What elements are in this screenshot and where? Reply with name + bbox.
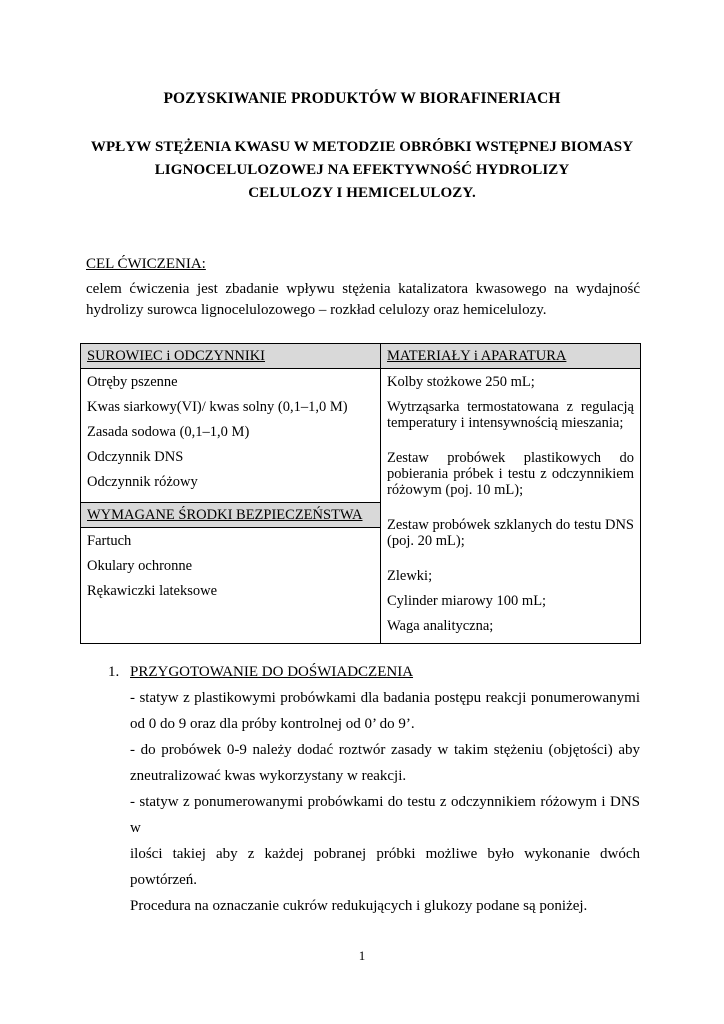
section-paragraph-1: [130, 685, 640, 737]
paragraph-line: zneutralizować kwas wykorzystany w reakcji.: [130, 768, 407, 784]
reagent-item: Otręby pszenne: [87, 374, 178, 390]
goal-text-line-2: hydrolizy surowca lignocelulozowego – rozkład celulozy oraz hemicelulozy.: [86, 302, 547, 318]
safety-item: Rękawiczki lateksowe: [87, 583, 218, 600]
goal-heading: CEL ĆWICZENIA:: [86, 256, 206, 272]
materials-table: [80, 343, 641, 644]
material-item: Waga analityczna;: [387, 618, 494, 634]
reagent-item: Kwas siarkowy(VI)/ kwas solny (0,1–1,0 M): [87, 399, 348, 415]
paragraph-line: - do probówek 0-9 należy dodać roztwór zasady w takim stężeniu (objętości) aby: [130, 742, 640, 758]
safety-cell: [81, 528, 381, 644]
paragraph-line: od 0 do 9 oraz dla próby kontrolnej od 0’ do 9’.: [130, 716, 415, 732]
material-item: Cylinder miarowy 100 mL;: [387, 593, 547, 609]
reagents-cell: [81, 369, 381, 503]
subtitle-line-1: WPŁYW STĘŻENIA KWASU W METODZIE OBRÓBKI WSTĘPNEJ BIOMASY: [90, 139, 634, 155]
material-item: Kolby stożkowe 250 mL;: [387, 374, 535, 390]
material-item: Zlewki;: [387, 568, 433, 584]
section-number: 1.: [108, 664, 120, 680]
subtitle-line-3: CELULOZY I HEMICELULOZY.: [248, 185, 476, 201]
paragraph-line: Procedura na oznaczanie cukrów redukujących i glukozy podane są poniżej.: [130, 898, 588, 914]
material-item: Zestaw probówek szklanych do testu DNS (poj. 20 mL);: [387, 517, 634, 549]
paragraph-line: - statyw z plastikowymi probówkami dla badania postępu reakcji ponumerowanymi: [130, 690, 640, 706]
paragraph-line: - statyw z ponumerowanymi probówkami do testu z odczynnikiem różowym i DNS w: [130, 794, 640, 836]
goal-text-line-1: celem ćwiczenia jest zbadanie wpływu stężenia katalizatora kwasowego na wydajność: [86, 281, 640, 297]
paragraph-line: ilości takiej aby z każdej pobranej próbki możliwe było wykonanie dwóch powtórzeń.: [130, 846, 640, 888]
safety-header: WYMAGANE ŚRODKI BEZPIECZEŃSTWA: [81, 502, 381, 528]
subtitle-line-2: LIGNOCELULOZOWEJ NA EFEKTYWNOŚĆ HYDROLIZY: [154, 162, 570, 178]
section-heading: PRZYGOTOWANIE DO DOŚWIADCZENIA: [130, 664, 414, 680]
materials-cell: [381, 369, 641, 644]
reagent-item: Odczynnik DNS: [87, 449, 184, 465]
goal-text: [86, 279, 640, 321]
reagents-header: SUROWIEC i ODCZYNNIKI: [81, 344, 381, 369]
reagent-item: Zasada sodowa (0,1–1,0 M): [87, 424, 250, 440]
reagent-item: Odczynnik różowy: [87, 474, 198, 490]
materials-header: MATERIAŁY i APARATURA: [381, 344, 641, 369]
safety-item: Okulary ochronne: [87, 558, 193, 575]
document-title: POZYSKIWANIE PRODUKTÓW W BIORAFINERIACH: [163, 90, 561, 107]
section-paragraph-2: [130, 737, 640, 789]
material-item: Wytrząsarka termostatowana z regulacją temperatury i intensywnością mieszania;: [387, 399, 634, 431]
material-item: Zestaw probówek plastikowych do pobierania próbek i testu z odczynnikiem różowym (poj. 10 mL);: [387, 450, 634, 498]
safety-item: Fartuch: [87, 533, 132, 550]
section-paragraph-3: [130, 789, 640, 919]
page-number: 1: [358, 948, 366, 963]
